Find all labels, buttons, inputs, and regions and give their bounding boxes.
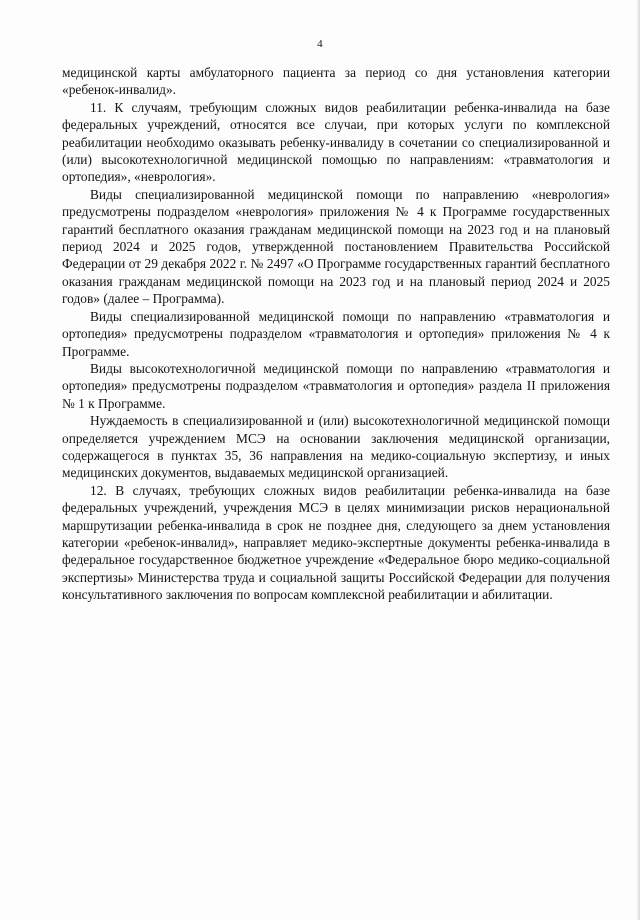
paragraph-neurology: Виды специализированной медицинской помощи по направлению «неврология» предусмотрены подразделом «неврология» приложения № 4 к Программе государственных гарантий бесплатного оказания гражданам медицинской помощи на 2023 год и на плановый период 2024 и 2025 годов, утвержденной постановлением Правительства Российской Федерации от 29 декабря 2022 г. № 2497 «О Программе государственных гарантий бесплатного оказания гражданам медицинской помощи на 2023 год и на плановый период 2024 и 2025 годов» (далее – Программа).	[62, 186, 610, 307]
paragraph-specialized-orthopedics: Виды специализированной медицинской помощи по направлению «травматология и ортопедия» предусмотрены подразделом «травматология и ортопедия» приложения № 4 к Программе.	[62, 308, 610, 359]
paragraph-11: 11. К случаям, требующим сложных видов реабилитации ребенка-инвалида на базе федеральных учреждений, относятся все случаи, при которых услуги по комплексной реабилитации необходимо оказывать ребенку-инвалиду в сочетании со специализированной и (или) высокотехнологичной медицинской помощью по направлениям: «травматология и ортопедия», «неврология».	[62, 99, 610, 185]
paragraph-need-assessment: Нуждаемость в специализированной и (или) высокотехнологичной медицинской помощи определяется учреждением МСЭ на основании заключения медицинской организации, содержащегося в пунктах 35, 36 направления на медико-социальную экспертизу, и иных медицинских документов, выдаваемых медицинской организацией.	[62, 413, 610, 481]
paragraph-continuation: медицинской карты амбулаторного пациента за период со дня установления категории «ребенок-инвалид».	[62, 65, 610, 98]
document-body	[62, 64, 610, 604]
page-number: 4	[317, 38, 323, 50]
paragraph-12: 12. В случаях, требующих сложных видов реабилитации ребенка-инвалида на базе федеральных учреждений, учреждения МСЭ в целях минимизации рисков нерациональной маршрутизации ребенка-инвалида в срок не позднее дня, следующего за днем установления категории «ребенок-инвалид», направляет медико-экспертные документы ребенка-инвалида в федеральное государственное бюджетное учреждение «Федеральное бюро медико-социальной экспертизы» Министерства труда и социальной защиты Российской Федерации для получения консультативного заключения по вопросам комплексной реабилитации и абилитации.	[62, 482, 610, 603]
paragraph-high-tech-orthopedics: Виды высокотехнологичной медицинской помощи по направлению «травматология и ортопедия» предусмотрены подразделом «травматология и ортопедия» раздела II приложения № 1 к Программе.	[62, 360, 610, 411]
